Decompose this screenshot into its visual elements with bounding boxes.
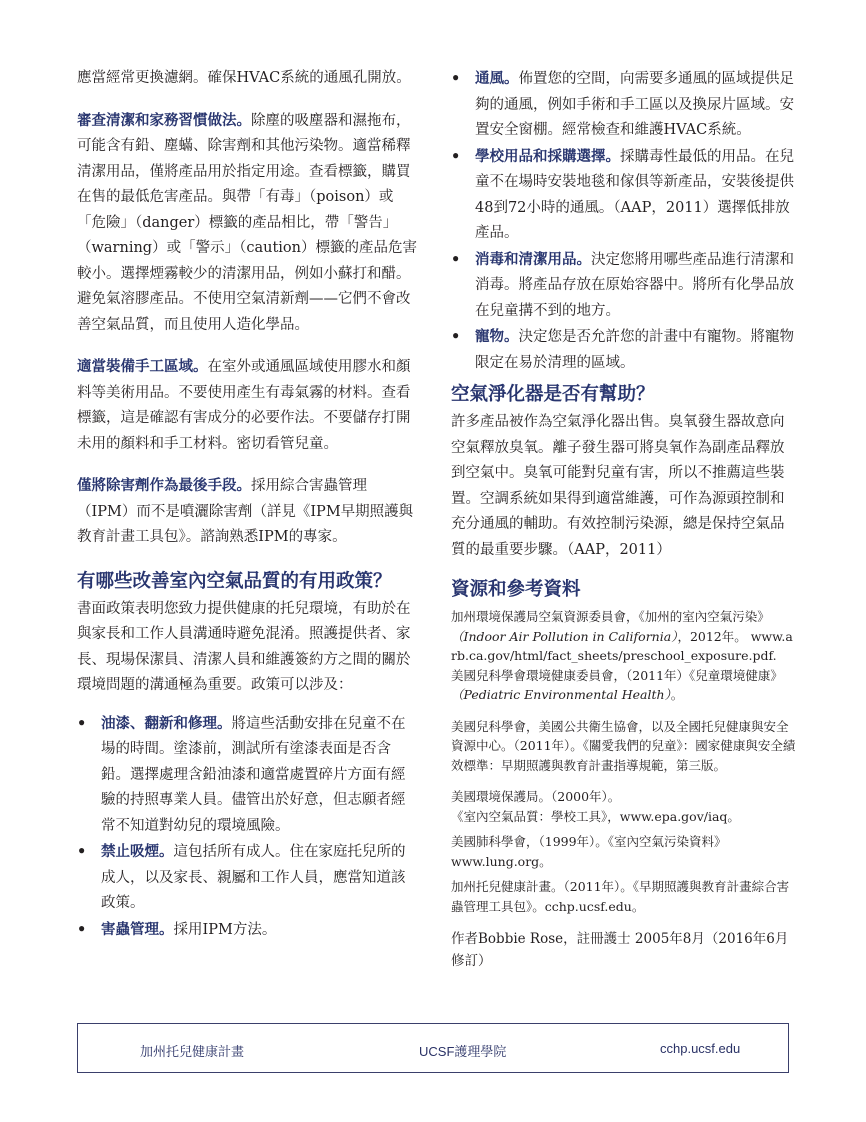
reference-list — [451, 607, 796, 916]
footer-school: UCSF護理學院 — [419, 1044, 507, 1059]
policy-heading: 有哪些改善室內空氣品質的有用政策？ — [77, 570, 392, 592]
list-item — [77, 839, 417, 917]
reference-title: （Indoor Air Pollution in California） — [451, 628, 678, 644]
author-note: 作者Bobbie Rose，註冊護士 2005年8月（2016年6月修訂） — [451, 931, 789, 969]
list-item — [451, 66, 796, 144]
intro-text: 應當經常更換濾網。確保HVAC系統的通風孔開放。 — [77, 70, 411, 86]
purifier-heading: 空氣淨化器是否有幫助？ — [451, 384, 655, 405]
reference-url[interactable]: www.lung.org。 — [451, 853, 552, 869]
crafts-lead: 適當裝備手工區域。 — [77, 358, 208, 375]
policy-text: 書面政策表明您致力提供健康的托兒環境，有助於在與家長和工作人員溝通時避免混淆。照護提供者、家長、現場保潔員、清潔人員和維護簽約方之間的關於環境問題的溝通極為重要。政策可以涉及： — [77, 600, 411, 693]
reference-text: 加州環境保護局空氣資源委員會，《加州的室內空氣污染》 — [451, 609, 770, 624]
reference-item — [451, 832, 796, 871]
footer-org: 加州托兒健康計畫 — [140, 1044, 245, 1059]
footer-url[interactable]: cchp.ucsf.edu — [660, 1041, 741, 1056]
right-column — [451, 66, 796, 972]
reference-text: 美國環境保護局。（2000年）。 — [451, 789, 621, 804]
pesticide-lead: 僅將除害劑作為最後手段。 — [77, 477, 251, 494]
reference-text: ，2012年。 — [677, 628, 747, 644]
crafts-paragraph — [77, 354, 417, 457]
reference-item — [451, 666, 796, 705]
cleaning-lead: 審查清潔和家務習慣做法。 — [77, 111, 251, 129]
list-item-text: 決定您將用哪些產品進行清潔和消毒。將產品存放在原始容器中。將所有化學品放在兒童搆不到的地方。 — [475, 251, 794, 319]
list-item-text: 採用IPM方法。 — [173, 921, 277, 938]
list-item-lead: 禁止吸煙。 — [101, 843, 174, 860]
list-item — [77, 917, 417, 944]
list-item-text: 這包括所有成人。住在家庭托兒所的成人，以及家長、親屬和工作人員，應當知道該政策。 — [101, 844, 406, 911]
policy-list-continued — [451, 66, 796, 376]
reference-item — [451, 607, 796, 666]
crafts-text: 在室外或通風區域使用膠水和顏料等美術用品。不要使用產生有毒氣霧的材料。查看標籤，這是確認有害成分的必要作法。不要儲存打開未用的顏料和手工材料。密切看管兒童。 — [77, 359, 411, 452]
reference-text: 美國兒科學會環境健康委員會，（2011年）《兒童環境健康》 — [451, 667, 783, 683]
cleaning-text: 除塵的吸塵器和濕拖布，可能含有鉛、塵蟎、除害劑和其他污染物。適當稀釋清潔用品，僅將產品用於指定用途。查看標籤，購買在售的最低危害產品。與帶「有毒」（poison）或「危險」（danger）標籤的產品相比，帶「警告」（warning）或「警示」（caution）標籤的產品危害較小。選擇煙霧較少的清潔用品，例如小蘇打和醋。避免氣溶膠產品。不使用空氣清新劑——它們不會改善空氣品質，而且使用人造化學品。 — [77, 112, 417, 333]
list-item-text: 採購毒性最低的用品。在兒童不在場時安裝地毯和傢俱等新產品，安裝後提供48到72小時的通風。（AAP，2011）選擇低排放產品。 — [475, 148, 794, 241]
reference-text: 。 — [670, 687, 684, 702]
reference-item — [451, 787, 796, 826]
pesticide-paragraph — [77, 473, 417, 551]
list-item — [451, 247, 796, 325]
list-item-lead: 油漆、翻新和修理。 — [101, 714, 232, 732]
list-item — [451, 324, 796, 376]
list-item-lead: 寵物。 — [475, 328, 519, 345]
list-item-lead: 消毒和清潔用品。 — [475, 250, 591, 268]
reference-title: （Pediatric Environmental Health） — [451, 687, 671, 702]
list-item — [451, 144, 796, 247]
cleaning-paragraph — [77, 108, 417, 339]
reference-text: 美國肺科學會，（1999年）。《室內空氣污染資料》 — [451, 834, 727, 849]
list-item-lead: 害蟲管理。 — [101, 920, 174, 938]
left-column — [77, 66, 417, 943]
footer — [77, 1023, 789, 1073]
pesticide-text: 採用綜合害蟲管理（IPM）而不是噴灑除害劑（詳見《IPM早期照護與教育計畫工具包》。諮詢熟悉IPM的專家。 — [77, 478, 414, 545]
policy-list — [77, 711, 417, 944]
list-item — [77, 711, 417, 840]
list-item-text: 佈置您的空間，向需要多通風的區域提供足夠的通風，例如手術和手工區以及換尿片區域。安置安全窗棚。經常檢查和維護HVAC系統。 — [475, 71, 794, 138]
list-item-lead: 通風。 — [475, 70, 519, 87]
purifier-text: 許多產品被作為空氣淨化器出售。臭氧發生器故意向空氣釋放臭氧。離子發生器可將臭氧作為副產品釋放到空氣中。臭氧可能對兒童有害，所以不推薦這些裝置。空調系統如果得到適當維護，可作為源頭控制和充分通風的輔助。有效控制污染源，總是保持空氣品質的最重要步驟。（AAP，2011） — [451, 414, 785, 558]
reference-item: 美國兒科學會，美國公共衛生協會，以及全國托兒健康與安全資源中心。（2011年）。《關愛我們的兒童》：國家健康與安全績效標準：早期照護與教育計畫指導規範，第三版。 — [451, 718, 796, 773]
list-item-lead: 學校用品和採購選擇。 — [475, 147, 620, 165]
reference-item: 加州托兒健康計畫。（2011年）。《早期照護與教育計畫綜合害蟲管理工具包》。cchp.ucsf.edu。 — [451, 879, 790, 914]
resources-heading: 資源和參考資料 — [451, 579, 581, 600]
reference-url[interactable]: www.arb.ca.gov/html/fact_sheets/preschool_exposure.pdf. — [451, 628, 793, 663]
list-item-text: 將這些活動安排在兒童不在場的時間。塗漆前，測試所有塗漆表面是否含鉛。選擇處理含鉛油漆和適當處置碎片方面有經驗的持照專業人員。儘管出於好意，但志願者經常不知道對幼兒的環境風險。 — [101, 715, 406, 834]
reference-text: 《室內空氣品質：學校工具》，www.epa.gov/iaq。 — [451, 808, 740, 824]
list-item-text: 決定您是否允許您的計畫中有寵物。將寵物限定在易於清理的區域。 — [475, 329, 794, 371]
